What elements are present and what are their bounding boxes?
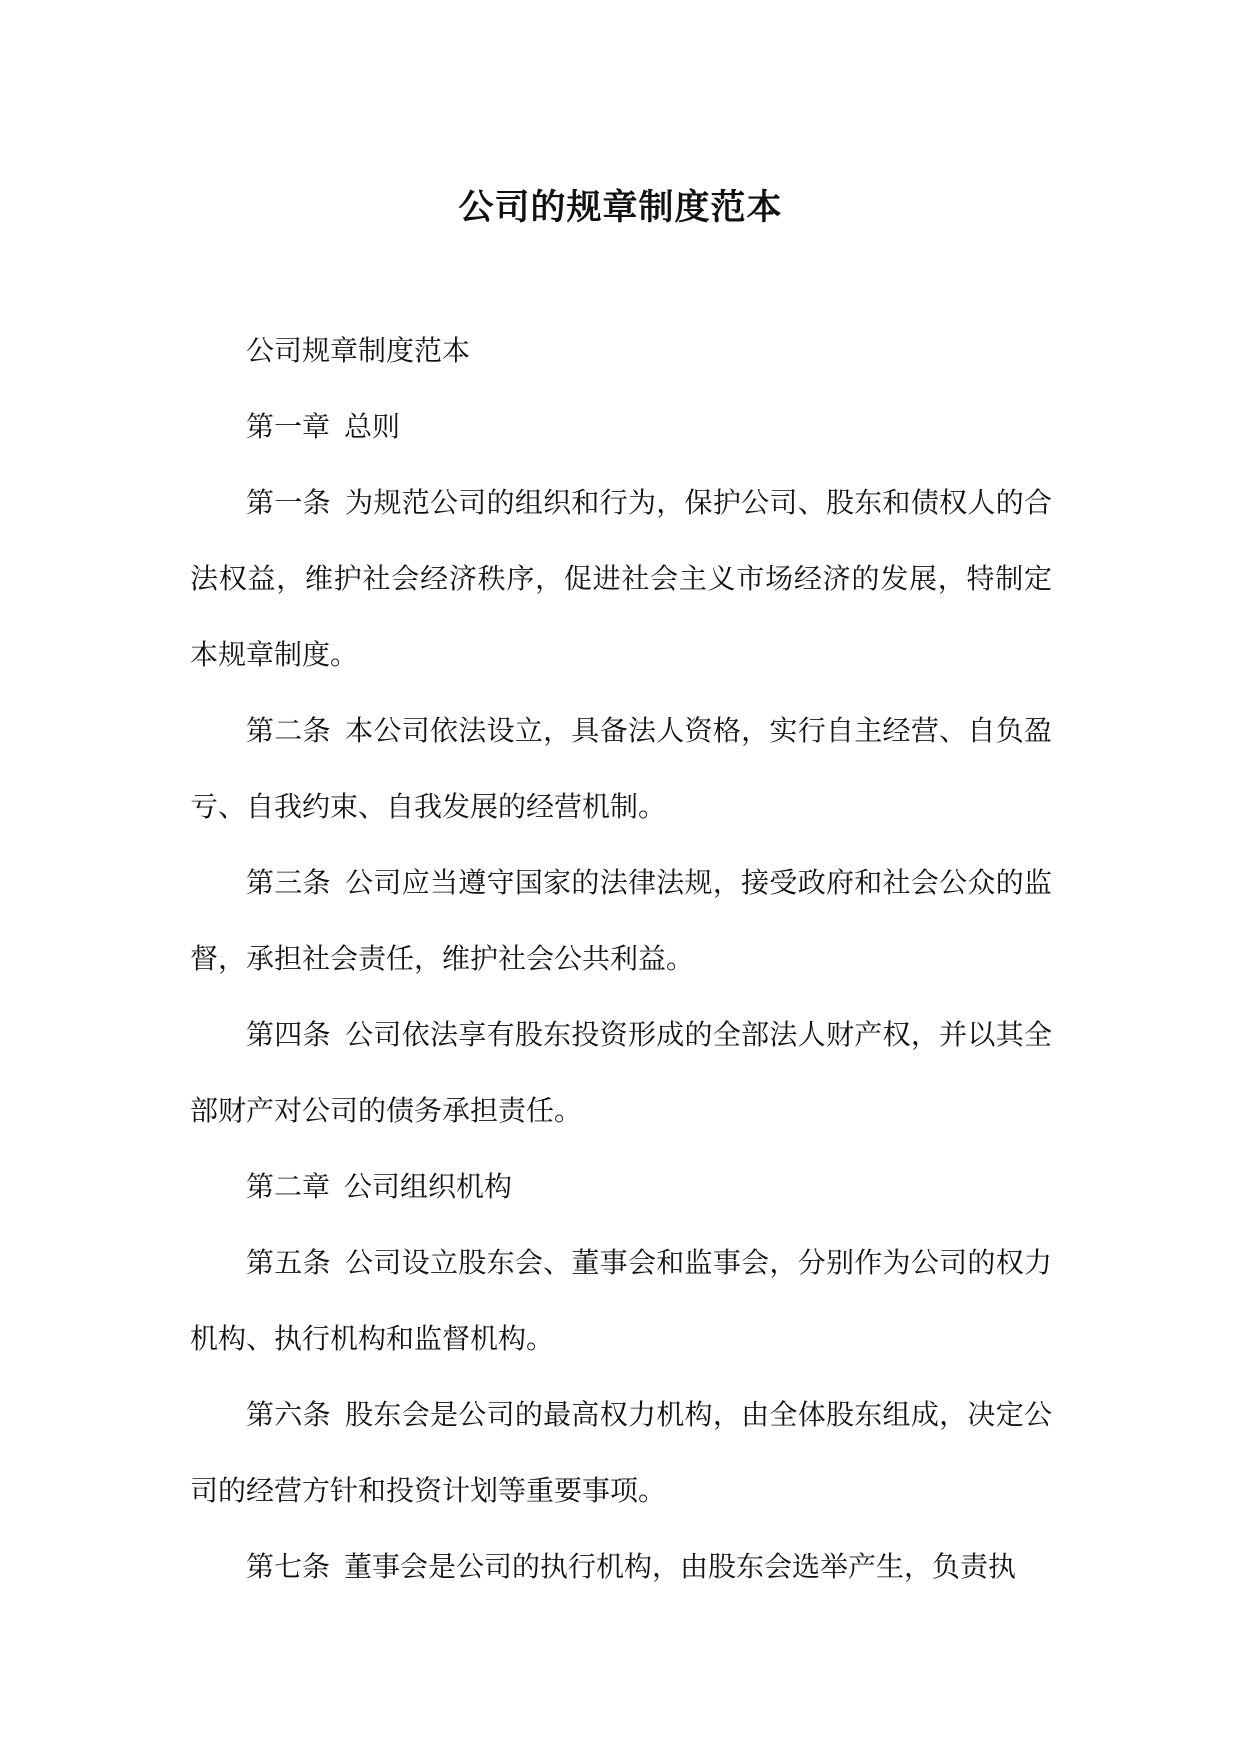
article-label: 第七条 bbox=[246, 1550, 331, 1583]
article-label: 第二条 bbox=[246, 714, 331, 747]
article-label: 第六条 bbox=[246, 1398, 331, 1431]
article-text: 公司应当遵守国家的法律法规，接受政府和社会公众的监督，承担社会责任，维护社会公共利益。 bbox=[190, 866, 1052, 975]
chapter-heading bbox=[190, 389, 1052, 465]
article-paragraph bbox=[190, 997, 1052, 1149]
article-paragraph bbox=[190, 693, 1052, 845]
article-label: 第一条 bbox=[246, 486, 331, 519]
document-body bbox=[190, 313, 1052, 1605]
chapter-title: 总则 bbox=[344, 410, 401, 443]
article-paragraph bbox=[190, 1225, 1052, 1377]
article-label: 第五条 bbox=[246, 1246, 331, 1279]
article-paragraph bbox=[190, 1377, 1052, 1529]
article-label: 第三条 bbox=[246, 866, 331, 899]
article-text: 本公司依法设立，具备法人资格，实行自主经营、自负盈亏、自我约束、自我发展的经营机制。 bbox=[190, 714, 1052, 823]
article-text: 公司设立股东会、董事会和监事会，分别作为公司的权力机构、执行机构和监督机构。 bbox=[190, 1246, 1052, 1355]
article-text: 董事会是公司的执行机构，由股东会选举产生，负责执 bbox=[344, 1550, 1017, 1583]
paragraph-text: 公司规章制度范本 bbox=[246, 334, 471, 367]
article-paragraph bbox=[190, 1529, 1052, 1605]
chapter-heading bbox=[190, 1149, 1052, 1225]
chapter-title: 公司组织机构 bbox=[344, 1170, 513, 1203]
document-title: 公司的规章制度范本 bbox=[458, 188, 783, 228]
article-text: 股东会是公司的最高权力机构，由全体股东组成，决定公司的经营方针和投资计划等重要事项。 bbox=[190, 1398, 1052, 1507]
chapter-label: 第一章 bbox=[246, 410, 331, 443]
chapter-label: 第二章 bbox=[246, 1170, 331, 1203]
article-label: 第四条 bbox=[246, 1018, 331, 1051]
article-paragraph bbox=[190, 845, 1052, 997]
article-paragraph bbox=[190, 465, 1052, 693]
article-text: 为规范公司的组织和行为，保护公司、股东和债权人的合法权益，维护社会经济秩序，促进社会主义市场经济的发展，特制定本规章制度。 bbox=[190, 486, 1052, 671]
article-text: 公司依法享有股东投资形成的全部法人财产权，并以其全部财产对公司的债务承担责任。 bbox=[190, 1018, 1052, 1127]
document-subtitle-paragraph bbox=[190, 313, 1052, 389]
